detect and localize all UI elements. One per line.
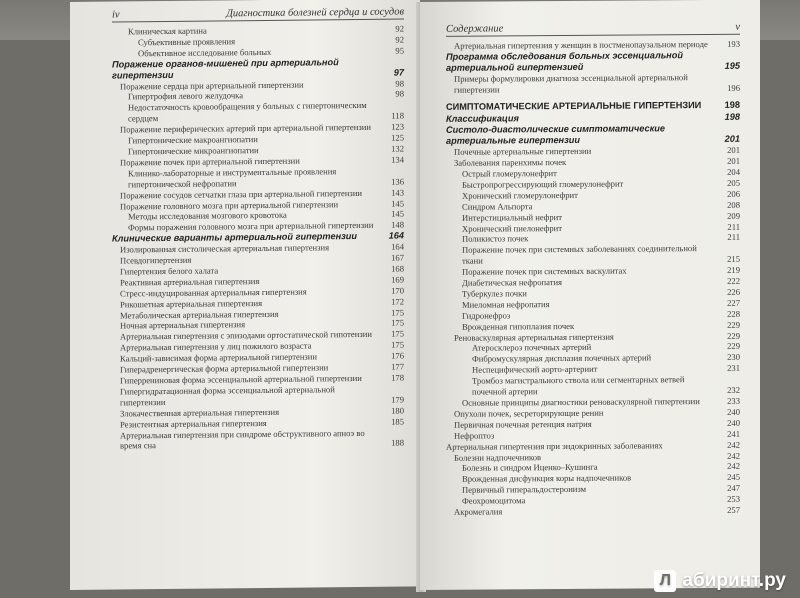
toc-entry-page: 209 bbox=[727, 210, 740, 221]
toc-entry-title: Объективное исследование больных bbox=[138, 46, 272, 59]
toc-entry-title: Интерстициальный нефрит bbox=[462, 211, 562, 223]
toc-entry-title: Реноваскулярная артериальная гипертензия bbox=[454, 331, 614, 343]
toc-entry-title: Быстропрогрессирующий гломерулонефрит bbox=[462, 178, 624, 190]
toc-entry-title: Методы исследования мозгового кровотока bbox=[128, 210, 287, 222]
toc-entry bbox=[446, 243, 740, 267]
labirint-watermark bbox=[654, 570, 786, 592]
toc-entry-title: Фибромускулярная дисплазия почечных артерий bbox=[472, 352, 652, 365]
toc-entry-page: 95 bbox=[395, 45, 404, 56]
toc-entry-page: 232 bbox=[727, 384, 740, 395]
toc-entry-page: 201 bbox=[727, 155, 740, 166]
toc-entry bbox=[446, 374, 740, 398]
toc-entry-title: Хронический пиелонефрит bbox=[462, 222, 563, 234]
toc-entry-title: Опухоли почек, secреторирующие ренин bbox=[454, 407, 604, 419]
toc-entry-title: Артериальная гипертензия у лиц пожилого возраста bbox=[120, 340, 312, 353]
toc-entry-page: 229 bbox=[727, 330, 740, 341]
right-toc bbox=[446, 39, 740, 518]
toc-entry-title: Гипергидратационная форма эссенциальной артериальной гипертензии bbox=[120, 384, 335, 408]
toc-entry-title: Поражение сосудов сетчатки глаза при артериальной гипертензии bbox=[120, 187, 363, 201]
toc-entry-title: Миеломная нефропатия bbox=[462, 298, 550, 310]
toc-entry-title: Поражение органов-мишеней при артериальной гипертензии bbox=[112, 56, 339, 81]
left-page bbox=[70, 0, 420, 590]
toc-entry-page: 226 bbox=[727, 286, 740, 297]
toc-entry-title: Гипертонические макроангиопатии bbox=[128, 134, 258, 146]
toc-entry-title: Атеросклероз почечных артерий bbox=[472, 342, 592, 354]
right-running-title: Содержание bbox=[446, 23, 504, 35]
toc-entry-page: 134 bbox=[391, 154, 404, 165]
toc-entry-title: Артериальная гипертензия при эндокринных заболеваниях bbox=[446, 439, 663, 452]
toc-entry-title: Гиперадренергическая форма артериальной гипертензии bbox=[120, 362, 329, 375]
toc-entry-title: Гиперрениновая форма эссенциальной артериальной гипертензии bbox=[120, 372, 362, 386]
toc-entry-page: 208 bbox=[727, 199, 740, 210]
toc-entry-page: 229 bbox=[727, 341, 740, 352]
toc-entry-page: 257 bbox=[727, 504, 740, 515]
right-page-number: v bbox=[735, 21, 740, 33]
toc-entry-page: 168 bbox=[391, 263, 404, 274]
toc-entry-title: Ночная артериальная гипертензия bbox=[120, 319, 246, 331]
toc-entry-page: 219 bbox=[727, 264, 740, 275]
toc-entry-title: Формы поражения головного мозга при артериальной гипертензии bbox=[128, 220, 374, 233]
left-page-number: iv bbox=[112, 9, 120, 21]
toc-entry-title: Заболевания паренхимы почек bbox=[454, 157, 567, 168]
toc-entry-page: 198 bbox=[724, 99, 740, 110]
toc-entry-title: Артериальная гипертензия при синдроме обструктивного апноэ во время сна bbox=[120, 427, 365, 451]
toc-entry-page: 92 bbox=[395, 34, 404, 45]
toc-entry-title: Кальций-зависимая форма артериальной гипертензии bbox=[120, 351, 318, 364]
toc-entry-title: Врожденная гипоплазия почек bbox=[462, 320, 575, 332]
toc-section-heading bbox=[446, 99, 740, 112]
toc-entry bbox=[112, 165, 404, 190]
toc-entry-title: Артериальная гипертензия у женщин в постменопаузальном периоде bbox=[454, 38, 708, 51]
toc-entry-title: Диабетическая нефропатия bbox=[462, 277, 563, 288]
toc-entry-title: Клиническая картина bbox=[128, 25, 207, 37]
toc-entry-title: СИМПТОМАТИЧЕСКИЕ АРТЕРИАЛЬНЫЕ ГИПЕРТЕНЗИИ bbox=[446, 99, 702, 112]
toc-entry-page: 242 bbox=[727, 450, 740, 461]
toc-entry-page: 98 bbox=[395, 88, 404, 100]
toc-entry-title: Субъективные проявления bbox=[138, 36, 236, 48]
toc-entry-page: 164 bbox=[391, 241, 404, 252]
toc-section-heading bbox=[446, 123, 740, 147]
toc-entry-page: 169 bbox=[391, 274, 404, 285]
toc-entry-title: Реактивная артериальная гипертензия bbox=[120, 275, 260, 288]
toc-entry-page: 242 bbox=[727, 461, 740, 472]
toc-entry-page: 148 bbox=[391, 219, 404, 230]
toc-entry-page: 92 bbox=[395, 23, 404, 34]
toc-entry-page: 193 bbox=[727, 38, 740, 49]
toc-entry-page: 167 bbox=[391, 252, 404, 263]
labirint-logo-icon: Л bbox=[654, 570, 676, 592]
toc-entry-title: Поражение почек при системных васкулитах bbox=[462, 265, 627, 277]
toc-entry-page: 231 bbox=[727, 363, 740, 374]
toc-entry-title: Основные принципы диагностики реноваскулярной гипертензии bbox=[462, 396, 700, 408]
toc-entry-page: 253 bbox=[727, 493, 740, 505]
toc-entry bbox=[112, 100, 404, 125]
toc-entry-page: 245 bbox=[727, 472, 740, 483]
toc-entry-page: 233 bbox=[727, 395, 740, 406]
toc-entry-page: 201 bbox=[724, 134, 740, 145]
toc-entry-page: 145 bbox=[391, 198, 404, 209]
toc-entry-title: Болезнь и синдром Иценко–Кушинга bbox=[462, 462, 598, 474]
toc-entry bbox=[112, 383, 404, 408]
toc-entry-page: 170 bbox=[391, 285, 404, 296]
toc-entry-title: Артериальная гипертензия с эпизодами ортостатической гипотензии bbox=[120, 329, 372, 342]
toc-entry-page: 188 bbox=[391, 437, 404, 449]
toc-entry-title: Нефроптоз bbox=[454, 430, 495, 441]
toc-entry-page: 97 bbox=[393, 67, 404, 78]
toc-entry-title: Острый гломерулонефрит bbox=[462, 168, 557, 179]
toc-entry-title: Примеры формулировки диагноза эссенциальной артериальной гипертензии bbox=[454, 71, 688, 95]
toc-entry-page: 206 bbox=[727, 188, 740, 199]
toc-entry-title: Классификация bbox=[446, 113, 519, 125]
toc-entry-page: 178 bbox=[391, 372, 404, 383]
watermark-text: абиринт.ру bbox=[682, 570, 786, 591]
toc-entry-page: 175 bbox=[391, 339, 404, 350]
toc-entry bbox=[446, 71, 740, 95]
toc-entry bbox=[446, 505, 740, 518]
toc-entry-title: Болезни надпочечников bbox=[454, 451, 542, 463]
toc-entry-title: Поражение головного мозга при артериальной гипертензии bbox=[120, 198, 339, 211]
toc-entry-title: Клинические варианты артериальной гипертензии bbox=[112, 231, 358, 244]
toc-entry-title: Врожденная дисфункция коры надпочечников bbox=[462, 472, 632, 485]
toc-entry-page: 227 bbox=[727, 297, 740, 308]
toc-entry-page: 229 bbox=[727, 319, 740, 330]
toc-entry-title: Поражение почек при системных заболеваниях соединительной ткани bbox=[462, 243, 697, 266]
toc-entry-title: Гидронефроз bbox=[462, 310, 511, 321]
toc-entry-page: 175 bbox=[391, 317, 404, 329]
toc-entry-page: 196 bbox=[727, 82, 740, 93]
toc-entry-page: 222 bbox=[727, 275, 740, 286]
toc-entry-page: 241 bbox=[727, 428, 740, 439]
toc-entry-title: Поликистоз почек bbox=[462, 233, 529, 245]
toc-entry-page: 179 bbox=[391, 394, 404, 405]
toc-entry-page: 211 bbox=[727, 221, 740, 232]
toc-entry-title: Первичный гиперальдостеронизм bbox=[462, 484, 587, 495]
toc-entry-page: 204 bbox=[727, 166, 740, 177]
toc-entry-title: Акромегалия bbox=[454, 506, 503, 517]
left-toc bbox=[112, 24, 404, 452]
toc-entry-page: 145 bbox=[391, 208, 404, 220]
right-page-header bbox=[446, 22, 740, 37]
toc-section-heading bbox=[446, 50, 740, 74]
toc-entry-page: 123 bbox=[391, 121, 404, 132]
toc-entry-title: Гипертрофия левого желудочка bbox=[128, 90, 244, 102]
toc-entry-page: 195 bbox=[724, 60, 740, 71]
toc-entry-page: 198 bbox=[724, 112, 740, 123]
toc-entry-title: Метаболическая артериальная гипертензия bbox=[120, 308, 279, 321]
right-page bbox=[420, 0, 760, 590]
toc-section-heading bbox=[112, 56, 404, 81]
toc-entry-title: Изолированная систолическая артериальная гипертензия bbox=[120, 242, 330, 255]
toc-entry-page: 247 bbox=[727, 483, 740, 494]
toc-entry-page: 211 bbox=[727, 232, 740, 243]
toc-entry-title: Систоло-диастолические симптоматические артериальные гипертензии bbox=[446, 123, 665, 147]
open-book bbox=[70, 2, 760, 594]
toc-entry-page: 136 bbox=[391, 176, 404, 187]
toc-entry-page: 164 bbox=[388, 230, 404, 241]
toc-entry-title: Тромбоз магистрального ствола или сегментарных ветвей почечной артерии bbox=[472, 374, 685, 397]
toc-entry-page: 205 bbox=[727, 177, 740, 188]
toc-entry-page: 143 bbox=[391, 187, 404, 198]
toc-entry-title: Недостаточность кровообращения у больных с гипертоническим сердцем bbox=[128, 100, 367, 124]
toc-entry-page: 175 bbox=[391, 307, 404, 318]
toc-entry-page: 176 bbox=[391, 350, 404, 361]
toc-entry-page: 175 bbox=[391, 328, 404, 340]
toc-entry-page: 118 bbox=[391, 110, 404, 121]
toc-entry-title: Злокачественная артериальная гипертензия bbox=[120, 406, 280, 419]
toc-entry-page: 242 bbox=[727, 439, 740, 450]
toc-entry-title: Поражение почек при артериальной гипертензии bbox=[120, 155, 300, 168]
toc-entry-page: 172 bbox=[391, 296, 404, 307]
toc-entry-title: Хронический гломерулонефрит bbox=[462, 189, 578, 201]
toc-entry-title: Поражение периферических артерий при артериальной гипертензии bbox=[120, 122, 371, 135]
toc-entry-title: Синдром Альпорта bbox=[462, 200, 533, 212]
toc-entry-page: 98 bbox=[395, 78, 404, 89]
toc-entry-title: Гипертензия белого халата bbox=[120, 265, 219, 277]
toc-entry-page: 240 bbox=[727, 417, 740, 428]
toc-entry-page: 132 bbox=[391, 143, 404, 154]
toc-entry-title: Резистентная артериальная гипертензия bbox=[120, 417, 267, 430]
toc-entry-page: 125 bbox=[391, 132, 404, 143]
toc-entry-page: 201 bbox=[727, 144, 740, 156]
toc-entry-title: Первичная почечная ретенция натрия bbox=[454, 418, 592, 430]
toc-entry-title: Феохромоцитома bbox=[462, 495, 526, 506]
toc-entry-page: 240 bbox=[727, 406, 740, 417]
toc-entry-title: Клинико-лабораторные и инструментальные проявления гипертонической нефропатии bbox=[128, 165, 337, 190]
toc-entry-page: 230 bbox=[727, 352, 740, 363]
toc-entry-title: Псевдогипертензия bbox=[120, 254, 192, 266]
toc-entry-title: Стресс-индуцированная артериальная гипертензия bbox=[120, 286, 307, 299]
left-page-header bbox=[112, 7, 404, 23]
toc-entry-page: 215 bbox=[727, 253, 740, 265]
toc-entry-page: 228 bbox=[727, 308, 740, 319]
toc-entry-title: Гипертонические микроангиопатии bbox=[128, 144, 259, 157]
toc-entry-title: Почечные артериальные гипертензии bbox=[454, 145, 592, 157]
toc-entry-page: 180 bbox=[391, 405, 404, 416]
left-running-title: Диагностика болезней сердца и сосудов bbox=[226, 6, 404, 20]
toc-entry-page: 177 bbox=[391, 361, 404, 372]
toc-entry-title: Неспецифический аорто-артериит bbox=[472, 364, 598, 375]
toc-entry bbox=[112, 427, 404, 452]
toc-entry-title: Программа обследования больных эссенциальной артериальной гипертензией bbox=[446, 50, 683, 73]
toc-entry-title: Рикошетная артериальная гипертензия bbox=[120, 297, 263, 310]
toc-entry-title: Поражение сердца при артериальной гипертензии bbox=[120, 79, 304, 92]
toc-entry-page: 185 bbox=[391, 416, 404, 427]
toc-entry-title: Туберкулез почки bbox=[462, 288, 527, 299]
